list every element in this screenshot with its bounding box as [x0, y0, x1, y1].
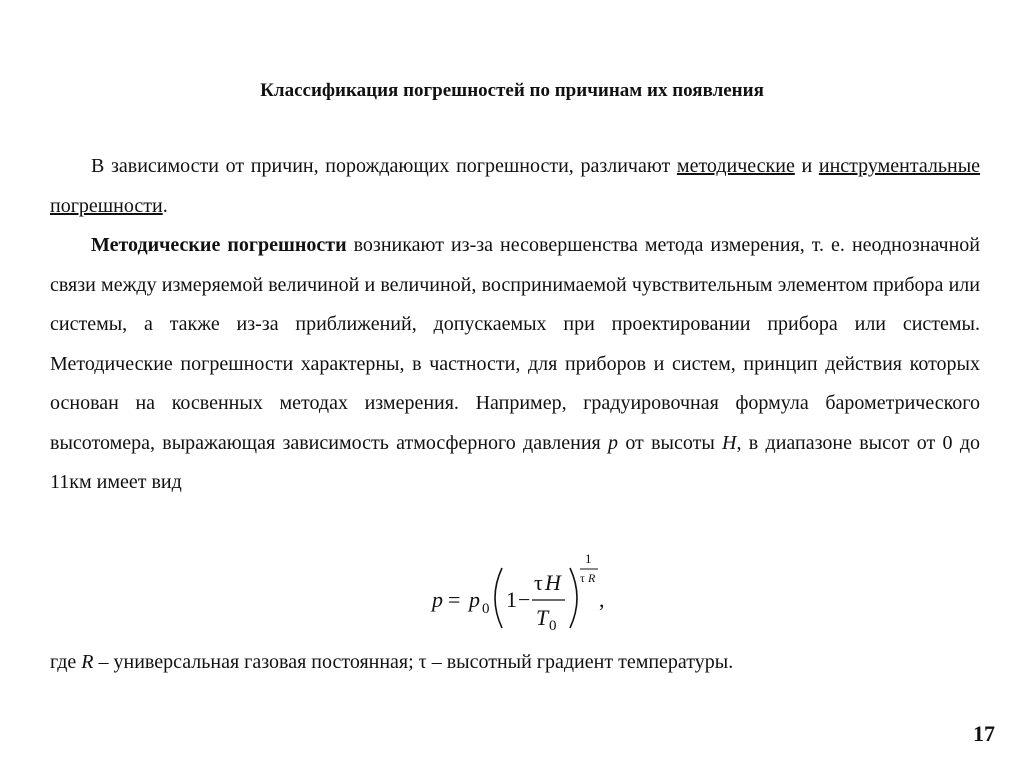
formula-equals: =	[448, 587, 461, 612]
formula-one: 1	[506, 587, 517, 612]
formula-minus: −	[518, 587, 531, 612]
barometric-formula	[420, 545, 620, 645]
page-number: 17	[973, 721, 995, 746]
where-text-2: – универсальная газовая постоянная; τ – высотный градиент температуры.	[93, 651, 734, 673]
formula	[0, 545, 1024, 645]
formula-T-subscript: 0	[549, 618, 557, 634]
formula-left-paren	[495, 568, 502, 628]
var-R: R	[81, 651, 94, 673]
formula-right-paren	[570, 568, 577, 628]
para2-text-1: возникают из-за несовершенства метода измерения, т. е. неоднозначной связи между измеряемой величиной и величиной, воспринимаемой чувствительным элементом прибора или системы, а также из-за приближений, допускаемых при проектировании прибора или системы. Методические погрешности характерны, в частности, для приборов и систем, принцип действия которых основан на косвенных методах измерения. Например, градуировочная формула барометрического высотомера, выражающая зависимость атмосферного давления	[50, 234, 980, 454]
slide-title: Классификация погрешностей по причинам их появления	[260, 80, 764, 101]
formula-explanation	[50, 643, 733, 683]
formula-p: p	[432, 587, 443, 612]
paragraph-intro	[50, 147, 980, 226]
formula-exponent-numerator: 1	[585, 551, 592, 566]
para2-text-2: от высоты	[618, 431, 723, 454]
paragraph-methodical	[50, 226, 980, 503]
para1-text-3: .	[162, 194, 168, 217]
var-H: H	[722, 431, 737, 454]
where-text-1: где	[50, 651, 82, 673]
formula-T: T	[536, 605, 549, 630]
formula-p0-subscript: 0	[482, 601, 490, 617]
formula-exponent-R: R	[588, 571, 596, 585]
formula-H: H	[545, 570, 561, 595]
formula-comma: ,	[599, 587, 605, 612]
term-instrumental: инструментальные погрешности	[50, 155, 981, 217]
formula-p0: p	[469, 587, 480, 612]
formula-tau: τ	[534, 570, 543, 595]
body-text	[50, 147, 980, 503]
para2-text-3: , в диапазоне высот от 0 до 11км имеет вид	[50, 431, 980, 493]
term-methodical-bold: Методические погрешности	[91, 234, 347, 256]
para1-text-2: и	[794, 155, 819, 177]
formula-exponent-tau: τ	[580, 571, 585, 585]
var-p: p	[608, 431, 619, 454]
term-methodical: методические	[676, 155, 795, 177]
para1-text-1: В зависимости от причин, порождающих погрешности, различают	[91, 155, 677, 177]
